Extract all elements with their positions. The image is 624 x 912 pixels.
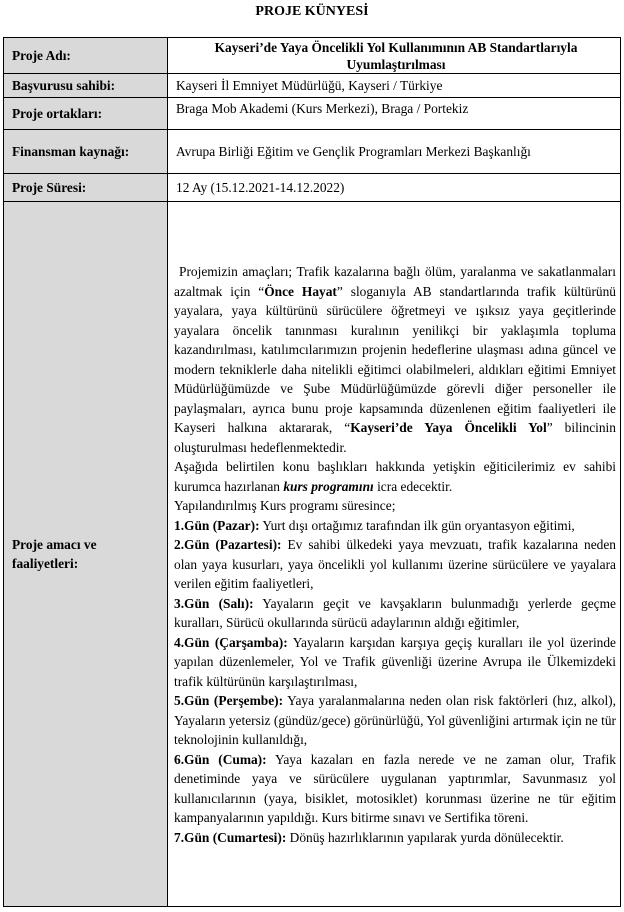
proje-amaci-content [168, 202, 621, 907]
finansman-value: Avrupa Birliği Eğitim ve Gençlik Programları Merkezi Başkanlığı [168, 130, 621, 174]
day-item [174, 828, 616, 848]
day-text: Yayaların geçit ve kavşakların bulunmadığı yerlerde geçme kuralları, Sürücü okullarında sürücü adaylarının aldığı eğitimler, [174, 595, 616, 630]
row-proje-amaci [4, 202, 621, 907]
proje-adi-value: Kayseri’de Yaya Öncelikli Yol Kullanımının AB Standartlarıyla Uyumlaştırılması [168, 38, 621, 74]
day-item [174, 594, 616, 633]
course-text-1: Aşağıda belirtilen konu başlıkları hakkında yetişkin eğiticilerimiz ev sahibi kurumca hazırlanan [174, 459, 616, 494]
day-text: Yurt dışı ortağımız tarafından ilk gün oryantasyon eğitimi, [259, 517, 575, 533]
course-text-2: icra edecektir. [373, 478, 453, 494]
days-list [174, 516, 616, 848]
proje-ortaklari-label: Proje ortakları: [4, 98, 168, 130]
proje-ortaklari-value: Braga Mob Akademi (Kurs Merkezi), Braga / Portekiz [168, 98, 621, 130]
intro-paragraph [174, 262, 616, 457]
day-title: 7.Gün (Cumartesi): [174, 829, 287, 845]
row-proje-adi [4, 38, 621, 74]
row-finansman [4, 130, 621, 174]
proje-adi-label: Proje Adı: [4, 38, 168, 74]
day-item [174, 633, 616, 692]
day-text: Dönüş hazırlıklarının yapılarak yurda dönülecektir. [286, 829, 564, 845]
day-title: 3.Gün (Salı): [174, 595, 254, 611]
course-paragraph [174, 457, 616, 496]
intro-slogan: Önce Hayat [264, 283, 337, 299]
day-title: 2.Gün (Pazartesi): [174, 537, 282, 552]
finansman-label: Finansman kaynağı: [4, 130, 168, 174]
day-text: Yaya yaralanmalarına neden olan risk faktörleri (hız, alkol), Yayaların yetersiz (gündüz/gece) görünürlüğü, Yol güvenliğini artırmak için ne tür teknolojinin kullanıldığı, [174, 693, 616, 747]
day-title: 6.Gün (Cuma): [174, 751, 267, 767]
intro-text-1: Projemizin amaçları; Trafik kazalarına bağlı ölüm, yaralanma ve sakatlanmaları azaltmak için “ [174, 264, 616, 299]
day-text: Yaya kazaları en fazla nerede ve ne zaman olur, Trafik denetiminde yaya ve sürücülere uygulanan yaptırımlar, Savunmasız yol kullanıcılarının (yaya, bisiklet, motosiklet) korunması üzerine ne tür eğitim kampanyalarının yapıldığı. Kurs bitirme sınavı ve Sertifika töreni. [174, 751, 616, 825]
row-proje-suresi [4, 174, 621, 202]
day-title: 5.Gün (Perşembe): [174, 693, 284, 708]
basvurusu-sahibi-value: Kayseri İl Emniyet Müdürlüğü, Kayseri / Türkiye [168, 74, 621, 98]
basvurusu-sahibi-label: Başvurusu sahibi: [4, 74, 168, 98]
intro-text-2: ” sloganıyla AB standartlarında trafik kültürünü yayalara, yaya kültürünü sürücülere öğretmeyi ve ışıksız yaya geçitlerinde yayalara öncelik tanınması kuralının yenilikçi bir yaklaşımla topluma kazandırılması, katılımcılarımızın projenin hedeflerine ulaşması adına güncel ve modern tekniklerle daha nitelikli eğitimci olabilmeleri, aldıkları eğitimi Emniyet Müdürlüğümüzde ve Şube Müdürlüğümüzde görevli diğer personeller ile paylaşmaları, ayrıca bunu proje kapsamında düzenlenen eğitim faaliyetleri ile Kayseri halkına aktararak, “ [174, 283, 616, 435]
proje-amaci-label: Proje amacı ve faaliyetleri: [4, 202, 168, 907]
day-title: 1.Gün (Pazar): [174, 517, 260, 533]
day-item [174, 691, 616, 750]
day-item [174, 750, 616, 828]
course-program-term: kurs programını [283, 478, 374, 494]
row-basvurusu-sahibi [4, 74, 621, 98]
day-text: Yayaların karşıdan karşıya geçiş kuralları ile yol üzerinde yapılan düzenlemeler, Yol ve Trafik güvenliği üzerine Avrupa ile Ülkemizdeki trafik kültürünün karşılaştırılması, [174, 634, 617, 689]
day-item [174, 516, 616, 536]
structured-program-intro: Yapılandırılmış Kurs programı süresince; [174, 498, 396, 513]
day-text: Ev sahibi ülkedeki yaya mevzuatı, trafik kazalarına neden olan yaya kusurları, yaya öncelikli yol kullanımı üzerine sürücülere ve yayalara verilen eğitim faaliyetleri, [174, 537, 617, 591]
project-info-table [3, 37, 621, 907]
proje-suresi-value: 12 Ay (15.12.2021-14.12.2022) [168, 174, 621, 202]
intro-text-3: ” bilincinin oluşturulması hedeflenmektedir. [174, 420, 616, 455]
day-item [174, 535, 616, 594]
row-proje-ortaklari [4, 98, 621, 130]
intro-awareness-phrase: Kayseri’de Yaya Öncelikli Yol [350, 420, 547, 435]
proje-suresi-label: Proje Süresi: [4, 174, 168, 202]
day-title: 4.Gün (Çarşamba): [174, 634, 288, 650]
document-title: PROJE KÜNYESİ [255, 4, 369, 19]
